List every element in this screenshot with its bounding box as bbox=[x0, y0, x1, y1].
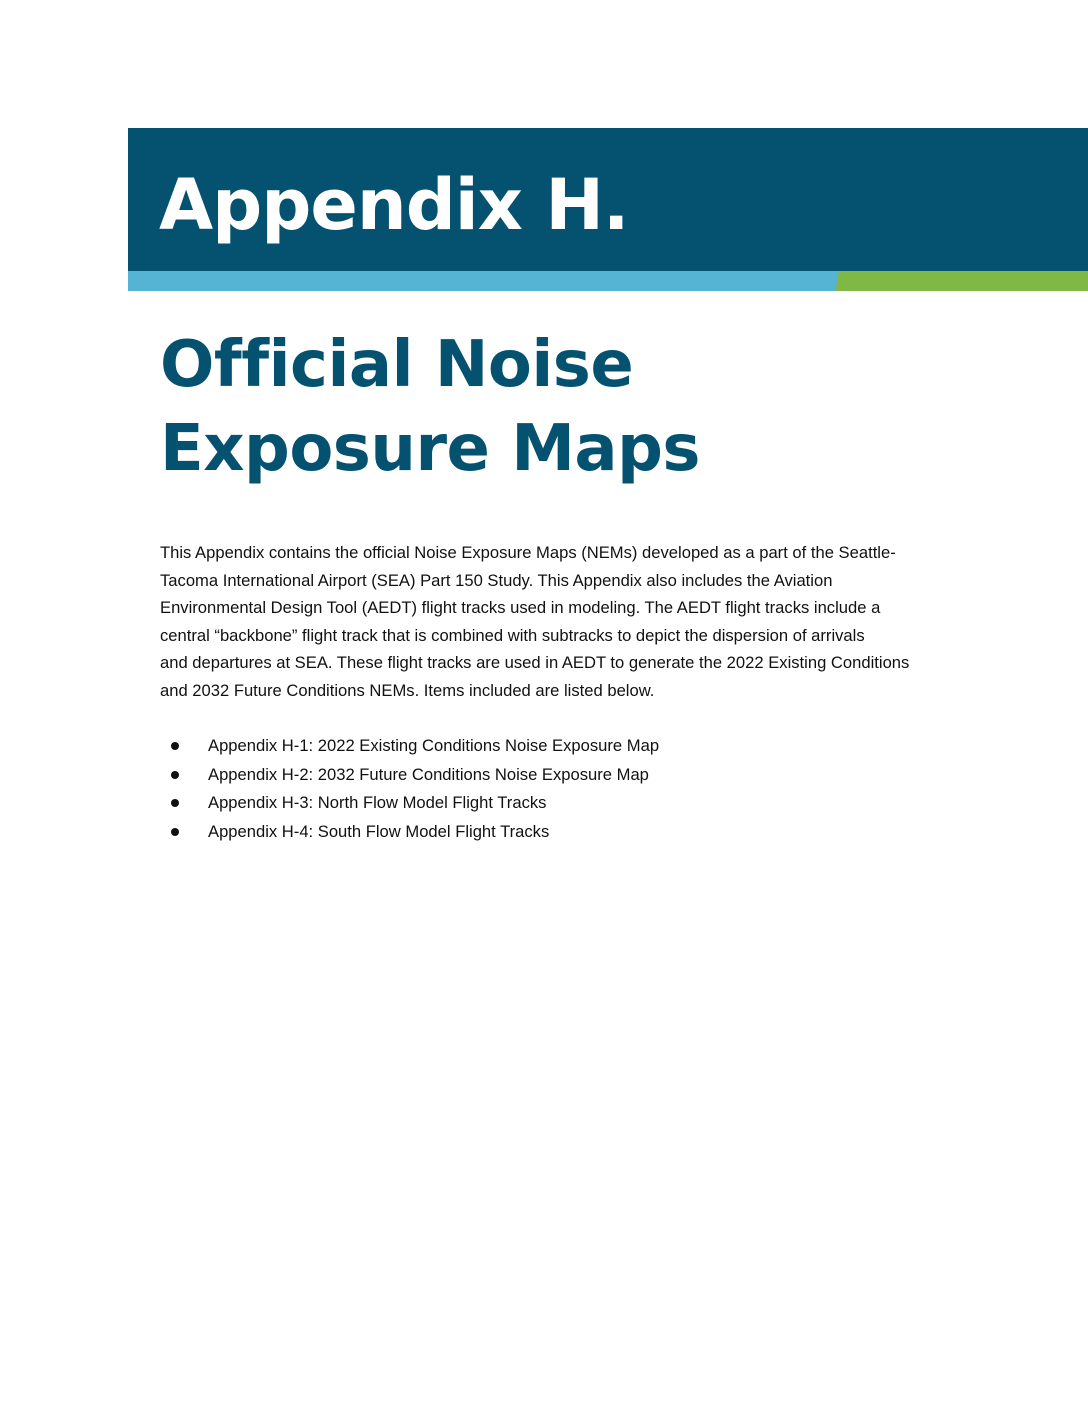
paragraph-line: central “backbone” flight track that is combined with subtracks to depict the dispersion of arrivals bbox=[160, 625, 865, 645]
list-item bbox=[160, 789, 860, 818]
list-item-label: Appendix H-3: North Flow Model Flight Tracks bbox=[208, 793, 547, 812]
list-item-label: Appendix H-2: 2032 Future Conditions Noise Exposure Map bbox=[208, 764, 649, 784]
subtitle-line: Exposure Maps bbox=[160, 412, 700, 486]
paragraph-line: and departures at SEA. These flight tracks are used in AEDT to generate the 2022 Existing Conditions bbox=[160, 653, 910, 672]
list-item bbox=[160, 732, 860, 761]
subtitle-line: Official Noise bbox=[160, 328, 634, 402]
paragraph-line: Environmental Design Tool (AEDT) flight tracks used in modeling. The AEDT flight tracks include a bbox=[160, 598, 881, 617]
list-item bbox=[160, 761, 860, 790]
bullet-icon bbox=[171, 828, 179, 836]
appendix-title: Appendix H. bbox=[159, 164, 629, 246]
accent-stripe bbox=[128, 271, 1088, 291]
list-item-label: Appendix H-1: 2022 Existing Conditions Noise Exposure Map bbox=[208, 736, 660, 755]
list-item bbox=[160, 818, 860, 847]
list-item-label: Appendix H-4: South Flow Model Flight Tracks bbox=[208, 821, 550, 841]
title-banner bbox=[128, 128, 1088, 271]
bullet-icon bbox=[171, 799, 179, 807]
bullet-icon bbox=[171, 771, 179, 779]
paragraph-line: Tacoma International Airport (SEA) Part 150 Study. This Appendix also includes the Aviation bbox=[160, 570, 833, 590]
paragraph-line: This Appendix contains the official Noise Exposure Maps (NEMs) developed as a part of the Seattle- bbox=[160, 543, 896, 562]
paragraph-line: and 2032 Future Conditions NEMs. Items included are listed below. bbox=[160, 680, 655, 700]
bullet-icon bbox=[171, 742, 179, 750]
intro-paragraph bbox=[160, 539, 980, 704]
document-subtitle bbox=[160, 323, 1040, 491]
appendix-item-list bbox=[160, 732, 860, 846]
